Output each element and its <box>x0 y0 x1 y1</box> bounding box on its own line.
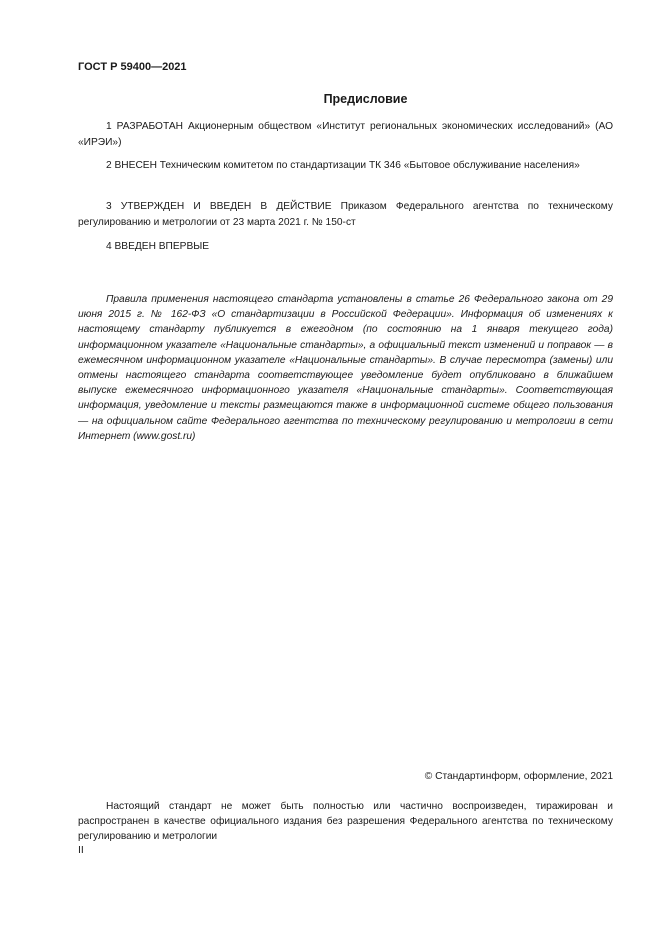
standard-id: ГОСТ Р 59400—2021 <box>78 61 187 73</box>
page-title: Предисловие <box>323 92 408 106</box>
foreword-item-developed: 1 РАЗРАБОТАН Акционерным обществом «Институт региональных экономических исследований» (АО «ИРЭИ») <box>78 121 613 148</box>
foreword-item-submitted: 2 ВНЕСЕН Техническим комитетом по стандартизации ТК 346 «Бытовое обслуживание населения» <box>106 160 580 171</box>
foreword-item-approved: 3 УТВЕРЖДЕН И ВВЕДЕН В ДЕЙСТВИЕ Приказом Федерального агентства по техническому регулированию и метрологии от 23 марта 2021 г. № 150-ст <box>78 201 613 228</box>
rules-of-application-notice: Правила применения настоящего стандарта установлены в статье 26 Федерального закона от 29 июня 2015 г. № 162-ФЗ «О стандартизации в Российской Федерации». Информация об изменениях к настоящему стандарту публикуется в ежегодном (по состоянию на 1 января текущего года) информационном указателе «Национальные стандарты», а официальный текст изменений и поправок — в ежемесячном информационном указателе «Национальные стандарты». В случае пересмотра (замены) или отмены настоящего стандарта соответствующее уведомление будет опубликовано в ближайшем выпуске ежемесячного информационного указателя «Национальные стандарты». Соответствующая информация, уведомление и тексты размещаются также в информационной системе общего пользования — на официальном сайте Федерального агентства по техническому регулированию и метрологии в сети Интернет (www.gost.ru) <box>78 294 613 442</box>
copyright: © Стандартинформ, оформление, 2021 <box>424 771 613 782</box>
foreword-item-introduced: 4 ВВЕДЕН ВПЕРВЫЕ <box>106 241 210 252</box>
page-number: II <box>78 844 84 856</box>
reproduction-notice: Настоящий стандарт не может быть полностью или частично воспроизведен, тиражирован и распространен в качестве официального издания без разрешения Федерального агентства по техническому регулированию и метрологии <box>78 801 613 843</box>
